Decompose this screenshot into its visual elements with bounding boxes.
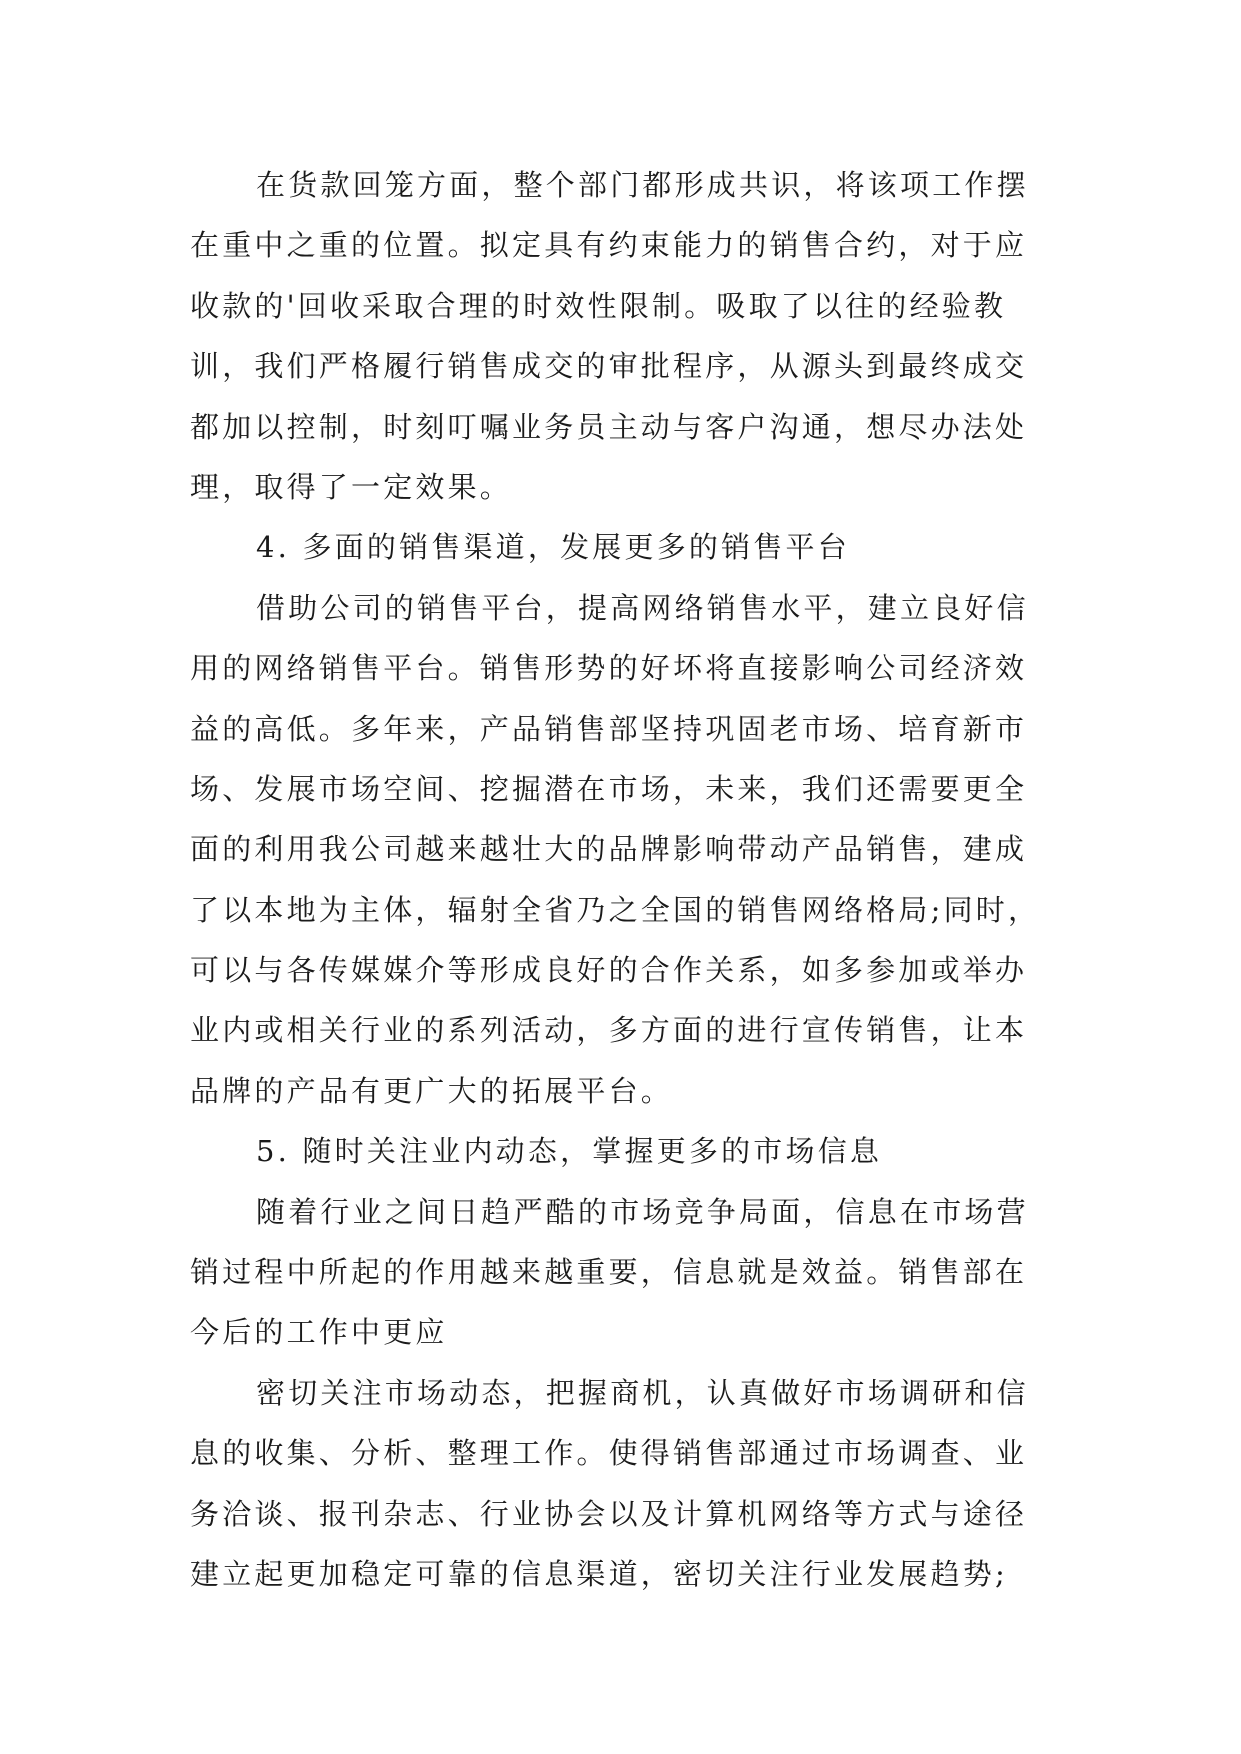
text-line: 4. 多面的销售渠道，发展更多的销售平台 (256, 530, 850, 565)
text-line: 面的利用我公司越来越壮大的品牌影响带动产品销售，建成 (190, 832, 1028, 867)
text-line: 都加以控制，时刻叮嘱业务员主动与客户沟通，想尽办法处 (190, 409, 1028, 444)
text-line: 随着行业之间日趋严酷的市场竞争局面，信息在市场营 (256, 1194, 1029, 1229)
text-line: 了以本地为主体，辐射全省乃之全国的销售网络格局;同时， (190, 892, 1041, 927)
text-line: 在重中之重的位置。拟定具有约束能力的销售合约，对于应 (190, 228, 1028, 263)
text-line: 可以与各传媒媒介等形成良好的合作关系，如多参加或举办 (190, 953, 1028, 988)
text-line: 务洽谈、报刊杂志、行业协会以及计算机网络等方式与途径 (190, 1496, 1028, 1531)
text-line: 息的收集、分析、整理工作。使得销售部通过市场调查、业 (190, 1436, 1028, 1471)
text-line: 用的网络销售平台。销售形势的好坏将直接影响公司经济效 (190, 651, 1028, 686)
text-line: 在货款回笼方面，整个部门都形成共识，将该项工作摆 (256, 168, 1029, 202)
text-line: 训，我们严格履行销售成交的审批程序，从源头到最终成交 (190, 349, 1028, 384)
text-line: 理，取得了一定效果。 (190, 469, 513, 504)
text-line: 收款的'回收采取合理的时效性限制。吸取了以往的经验教 (190, 288, 1007, 323)
text-line: 今后的工作中更应 (190, 1315, 448, 1350)
text-line: 益的高低。多年来，产品销售部坚持巩固老市场、培育新市 (190, 711, 1028, 746)
text-line: 密切关注市场动态，把握商机，认真做好市场调研和信 (256, 1375, 1029, 1410)
document-body (190, 155, 1060, 1604)
text-line: 业内或相关行业的系列活动，多方面的进行宣传销售，让本 (190, 1013, 1028, 1048)
text-line: 5. 随时关注业内动态，掌握更多的市场信息 (256, 1134, 883, 1169)
text-line: 场、发展市场空间、挖掘潜在市场，未来，我们还需要更全 (190, 771, 1028, 806)
text-line: 销过程中所起的作用越来越重要，信息就是效益。销售部在 (190, 1255, 1028, 1290)
text-line: 建立起更加稳定可靠的信息渠道，密切关注行业发展趋势; (190, 1556, 1008, 1591)
text-line: 借助公司的销售平台，提高网络销售水平，建立良好信 (256, 590, 1029, 625)
text-line: 品牌的产品有更广大的拓展平台。 (190, 1073, 674, 1108)
